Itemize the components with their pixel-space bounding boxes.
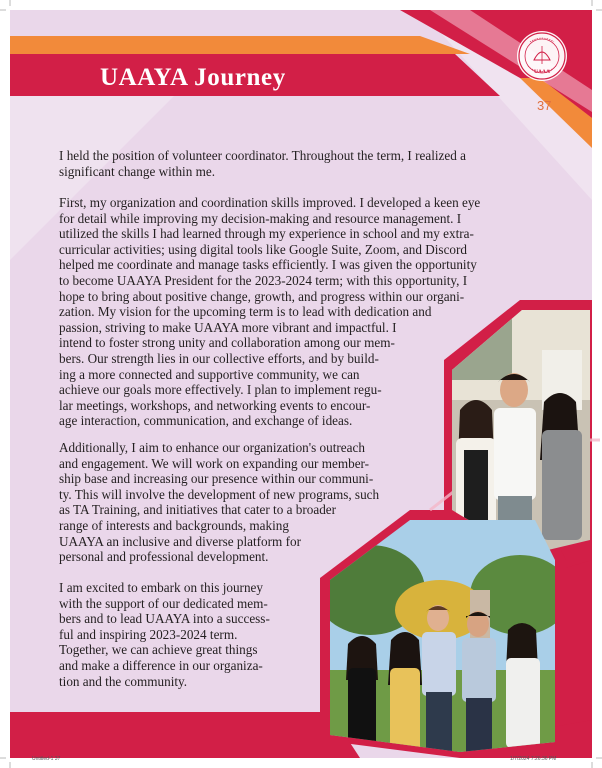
text-line: zation. My vision for the upcoming term is to lead with dedication and — [59, 304, 432, 320]
text-line: I am excited to embark on this journey — [59, 580, 263, 595]
print-slug-filename: Untitled-1 37 — [32, 756, 61, 762]
text-line: utilized the skills I had learned through my experience in school and my extra- — [59, 226, 474, 242]
text-line: for detail while improving my decision-making and resource management. I — [59, 210, 462, 226]
text-line: as TA Training, and initiatives that cater to a broader — [59, 502, 337, 518]
text-line: significant change within me. — [59, 163, 216, 179]
print-slug-timestamp: 1/7/2024 7:26:36 PM — [510, 756, 557, 762]
text-line: UAAYA an inclusive and diverse platform for — [59, 533, 301, 549]
text-line: personal and professional development. — [59, 549, 269, 565]
text-line: age interaction, communication, and exchange of ideas. — [59, 413, 353, 429]
text-line: tion and the community. — [59, 673, 188, 689]
text-line: passion, striving to make UAAYA more vibrant and impactful. I — [59, 319, 397, 335]
seal-text: UAAA — [534, 69, 550, 75]
paragraph-skills — [59, 195, 480, 429]
text-line: Additionally, I aim to enhance our organization's outreach — [59, 440, 365, 455]
text-line: bers and to lead UAAYA into a success- — [59, 611, 270, 627]
text-line: ful and inspiring 2023-2024 term. — [59, 626, 238, 642]
paragraph-intro — [59, 148, 466, 179]
text-line: Together, we can achieve great things — [59, 642, 258, 658]
text-line: intend to foster strong unity and collaboration among our mem- — [59, 335, 395, 351]
page-title: UAAYA Journey — [100, 64, 286, 91]
text-line: and make a difference in our organiza- — [59, 657, 263, 673]
text-line: hope to bring about positive change, growth, and progress within our organi- — [59, 288, 465, 304]
text-line: helped me coordinate and manage tasks efficiently. I was given the opportunity — [59, 257, 477, 273]
text-line: ty. This will involve the development of new programs, such — [59, 486, 380, 502]
bottom-crimson-band — [10, 712, 360, 758]
orange-title-band — [10, 36, 470, 54]
paragraph-closing — [59, 580, 270, 689]
text-line: curricular activities; using digital tools like Google Suite, Zoom, and Discord — [59, 241, 468, 257]
text-line: with the support of our dedicated mem- — [59, 595, 268, 611]
text-line: First, my organization and coordination skills improved. I developed a keen eye — [59, 195, 481, 210]
text-line: to become UAAYA President for the 2023-2024 term; with this opportunity, I — [59, 272, 468, 288]
text-line: ing a more connected and supportive community, we can — [59, 366, 360, 382]
text-line: lar meetings, workshops, and networking events to encour- — [59, 397, 371, 413]
paragraph-outreach — [59, 440, 379, 565]
uaaa-seal-logo — [516, 30, 568, 82]
text-line: I held the position of volunteer coordinator. Throughout the term, I realized a — [59, 148, 466, 163]
page-number: 37 — [537, 98, 552, 113]
text-line: ship base and increasing our presence within our communi- — [59, 471, 374, 487]
text-line: achieve our goals more effectively. I plan to implement regu- — [59, 382, 382, 398]
text-line: bers. Our strength lies in our collective efforts, and by build- — [59, 350, 379, 366]
text-line: and engagement. We will work on expanding our member- — [59, 455, 370, 471]
text-line: range of interests and backgrounds, making — [59, 517, 289, 533]
